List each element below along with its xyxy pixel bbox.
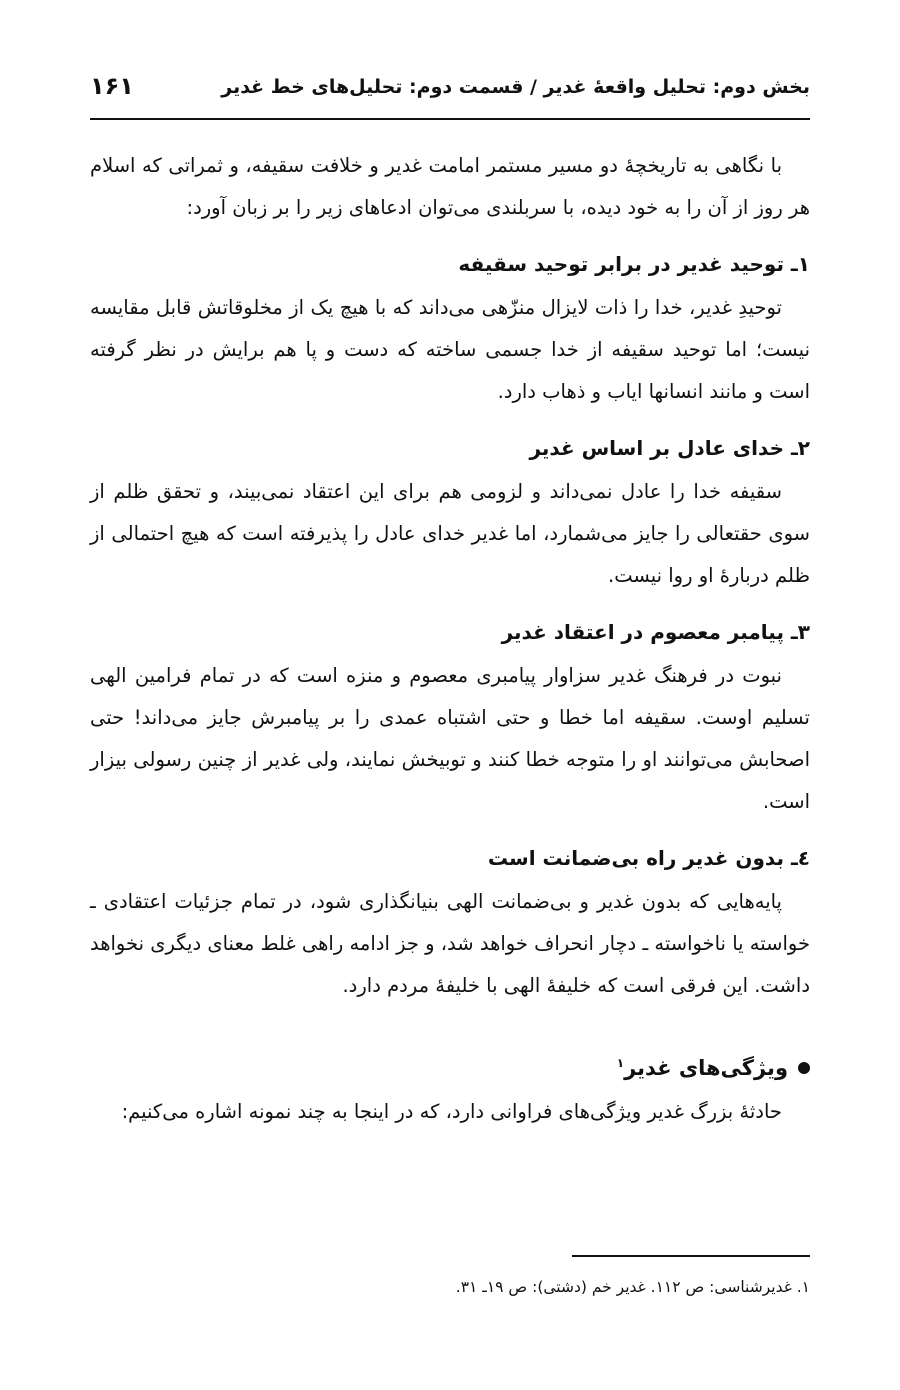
features-heading-label: ویژگی‌های غدیر xyxy=(624,1056,788,1080)
running-head: بخش دوم: تحلیل واقعهٔ غدیر / قسمت دوم: تحلیل‌های خط غدیر xyxy=(221,76,810,98)
footnote-reference: ۱ xyxy=(616,1056,625,1070)
section-heading-3: ۳ـ پیامبر معصوم در اعتقاد غدیر xyxy=(501,620,810,644)
section-paragraph-4: پایه‌هایی که بدون غدیر و بی‌ضمانت الهی بنیانگذاری شود، در تمام جزئیات اعتقادی ـ خواسته یا ناخواسته ـ دچار انحراف خواهد شد، و جز ادامه راهی غلط معنای دیگری نخواهد داشت. این فرقی است که خلیفهٔ الهی با خلیفهٔ مردم دارد. xyxy=(90,890,810,997)
page-body xyxy=(90,145,810,1133)
intro-paragraph: با نگاهی به تاریخچهٔ دو مسیر مستمر امامت غدیر و خلافت سقیفه، و ثمراتی که اسلام هر روز از آن را به خود دیده، با سربلندی می‌توان ادعاهای زیر را بر زبان آورد: xyxy=(90,154,810,219)
section-paragraph-1: توحیدِ غدیر، خدا را ذات لایزال منزّهی می‌داند که با هیچ یک از مخلوقاتش قابل مقایسه نیست؛ اما توحید سقیفه از خدا جسمی ساخته که دست و پا هم برایش در نظر گرفته است و مانند انسانها ایاب و ذهاب دارد. xyxy=(90,296,810,403)
section-heading-1: ۱ـ توحید غدیر در برابر توحید سقیفه xyxy=(458,252,810,276)
features-paragraph: حادثهٔ بزرگ غدیر ویژگی‌های فراوانی دارد، که در اینجا به چند نمونه اشاره می‌کنیم: xyxy=(121,1100,782,1123)
footnote-divider xyxy=(572,1255,810,1257)
section-heading-2: ۲ـ خدای عادل بر اساس غدیر xyxy=(529,436,810,460)
page-header xyxy=(90,72,810,120)
footnote: ۱. غدیرشناسی: ص ۱۱۲. غدیر خم (دشتی): ص ۱۹ـ ۳۱. xyxy=(455,1278,810,1296)
features-heading xyxy=(90,1049,810,1087)
page-number: ۱۶۱ xyxy=(90,72,134,100)
features-heading-text xyxy=(617,1049,788,1087)
section-paragraph-3: نبوت در فرهنگ غدیر سزاوار پیامبری معصوم و منزه است که در تمام فرامین الهی تسلیم اوست. سقیفه اما خطا و حتی اشتباه عمدی را بر پیامبرش جایز می‌داند! حتی اصحابش می‌توانند او را متوجه خطا کنند و توبیخش نمایند، ولی غدیر از چنین رسولی بیزار است. xyxy=(90,664,810,813)
section-paragraph-2: سقیفه خدا را عادل نمی‌داند و لزومی هم برای این اعتقاد نمی‌بیند، و تحقق ظلم از سوی حقتعالی را جایز می‌شمارد، اما غدیر خدای عادل را پذیرفته است که هیچ احتمالی از ظلم دربارهٔ او روا نیست. xyxy=(90,480,810,587)
section-heading-4: ٤ـ بدون غدیر راه بی‌ضمانت است xyxy=(487,846,810,870)
bullet-icon xyxy=(798,1062,810,1074)
